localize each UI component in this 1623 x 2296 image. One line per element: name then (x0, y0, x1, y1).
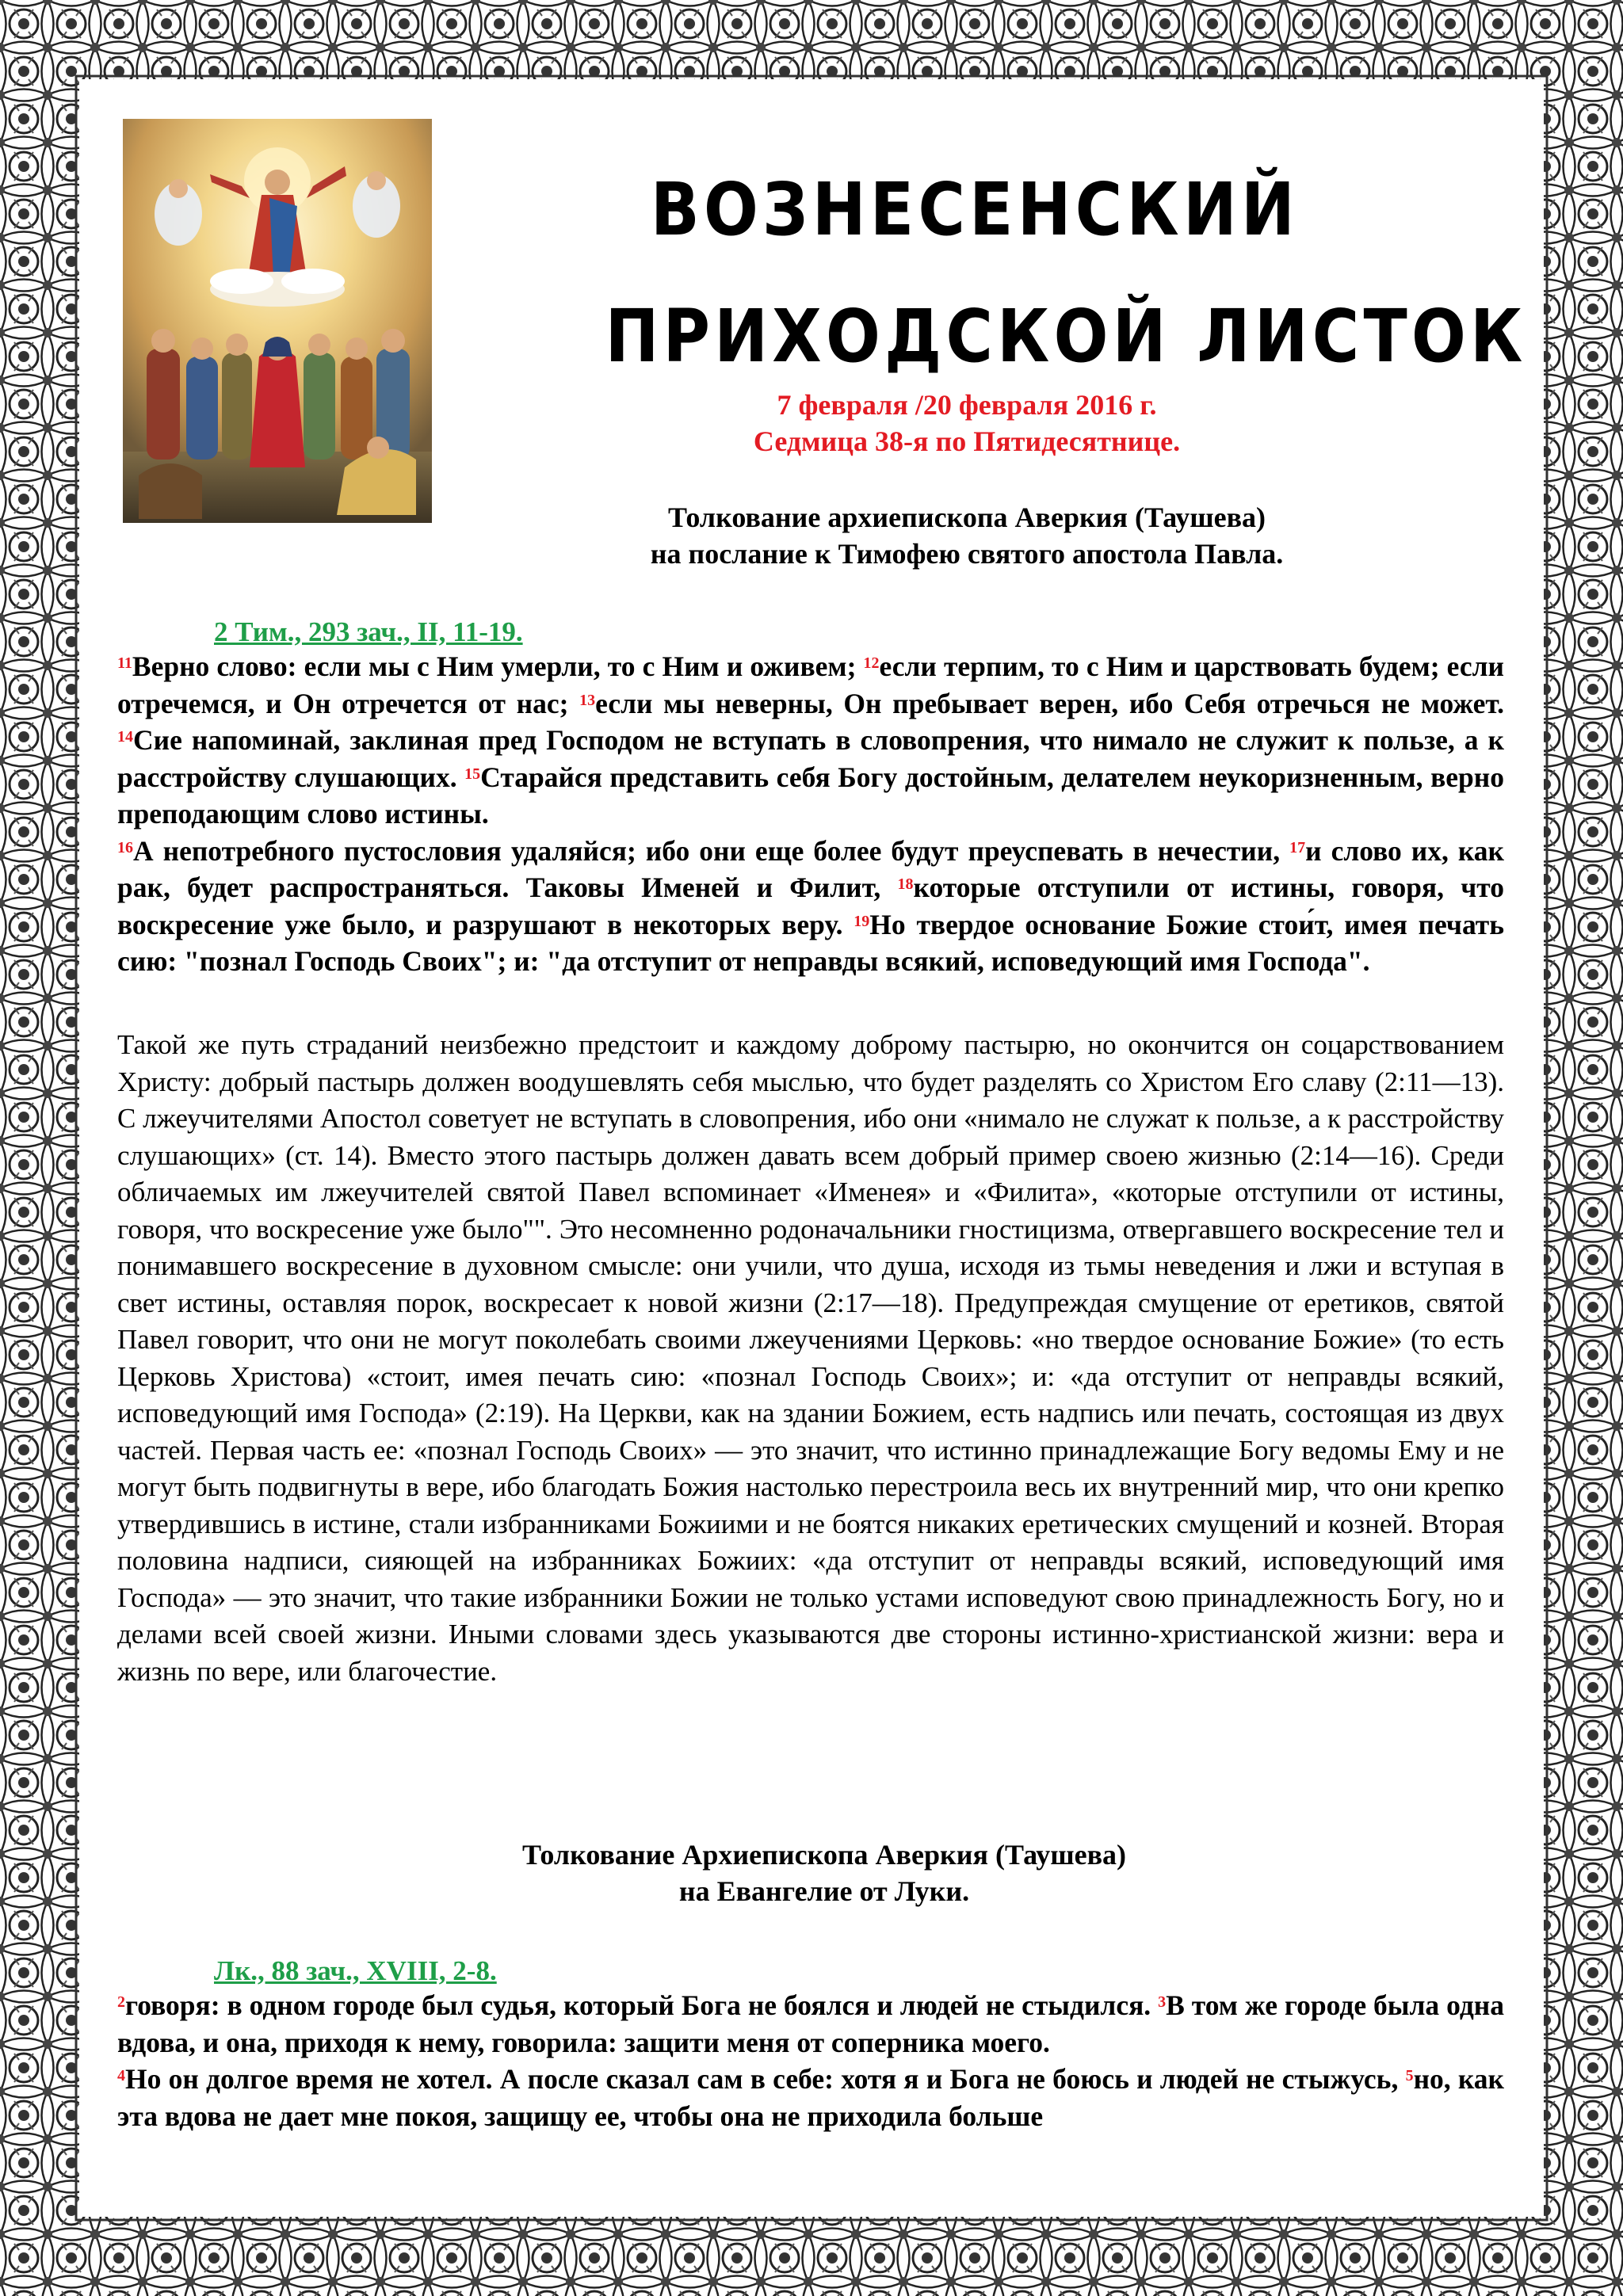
verse-number: 11 (117, 654, 132, 672)
verse-number: 15 (464, 765, 481, 783)
verse-text: А непотребного пустословия удаляйся; ибо они еще более будут преуспевать в нечестии, (133, 834, 1290, 867)
verse-text: которые отступили от истины, говоря, что воскресение уже было, и разрушают в некоторых веру. (117, 871, 1504, 940)
verse-text: Но твердое основание Божие стои́т, имея печать сию: "познал Господь Своих"; и: "да отступит от неправды всякий, исповедующий имя Господа". (117, 908, 1504, 977)
verse-number: 5 (1405, 2067, 1414, 2084)
verse-number: 16 (117, 838, 133, 856)
section1-reference-link[interactable]: 2 Тим., 293 зач., II, 11-19. (214, 616, 523, 647)
title-line-2: ПРИХОДСКОЙ ЛИСТОК (605, 294, 1527, 379)
section1-heading-line2: на послание к Тимофею святого апостола Павла. (650, 538, 1284, 570)
section1-heading (452, 499, 1482, 572)
date-line: 7 февраля /20 февраля 2016 г. (777, 389, 1157, 421)
section2-scripture (117, 1987, 1504, 2134)
section2-heading (309, 1836, 1339, 1909)
section1-heading-line1: Толкование архиепископа Аверкия (Таушева) (667, 502, 1266, 533)
verse-text: Но он долгое время не хотел. А после сказал сам в себе: хотя я и Бога не боюсь и людей не стыжусь, (125, 2063, 1406, 2095)
verse-text: Сие напоминай, заклиная пред Господом не вступать в словопрения, что нимало не служит к пользе, а к расстройству слушающих. (117, 724, 1504, 793)
week-line: Седмица 38-я по Пятидесятнице. (753, 425, 1181, 457)
verse-number: 14 (117, 728, 133, 746)
verse-text: если мы неверны, Он пребывает верен, ибо Себя отречься не может. (595, 687, 1504, 719)
verse-number: 4 (117, 2067, 125, 2084)
verse-text: Верно слово: если мы с Ним умерли, то с Ним и оживем; (132, 650, 864, 682)
verse-number: 12 (863, 654, 880, 672)
verse-text: Старайся представить себя Богу достойным, делателем неукоризненным, верно преподающим слово истины. (117, 761, 1504, 830)
verse-number: 18 (897, 875, 914, 893)
page-title (605, 147, 1527, 400)
section2-heading-line2: на Евангелие от Луки. (678, 1875, 970, 1907)
verse-number: 3 (1158, 1993, 1167, 2011)
title-line-1: ВОЗНЕСЕНСКИЙ (650, 167, 1300, 252)
verse-text: но, как эта вдова не дает мне покоя, защищу ее, чтобы она не приходила больше (117, 2063, 1505, 2132)
verse-text: говоря: в одном городе был судья, который Бога не боялся и людей не стыдился. (125, 1989, 1159, 2021)
section1-commentary: Такой же путь страданий неизбежно предстоит и каждому доброму пастырю, но окончится он соцарствованием Христу: добрый пастырь должен воодушевлять себя мыслью, что будет разделять со Христом Его славу (2:11—13). С лжеучителями Апостол советует не вступать в словопрения, ибо они «нимало не служат к пользе, а к расстройству слушающих» (ст. 14). Вместо этого пастырь должен давать всем добрый пример своею жизнью (2:14—16). Среди обличаемых им лжеучителей святой Павел вспоминает «Именея» и «Филита», «которые отступили от истины, говоря, что воскресение уже было"". Это несомненно родоначальники гностицизма, отвергавшего воскресение тел и понимавшего воскресение в духовном смысле: они учили, что душа, исходя из тьмы неведения и лжи и вступая в свет истины, оставляя порок, воскресает к новой жизни (2:17—18). Предупреждая смущение от еретиков, святой Павел говорит, что они не могут поколебать своими лжеучениями Церковь: «но твердое основание Божие» (то есть Церковь Христова) «стоит, имея печать сию: «познал Господь Своих»; и: «да отступит от неправды всякий, исповедующий имя Господа» (2:19). На Церкви, как на здании Божием, есть надпись или печать, состоящая из двух частей. Первая часть ее: «познал Господь Своих» — это значит, что истинно принадлежащие Богу ведомы Ему и не могут быть подвигнуты в вере, ибо благодать Божия настолько перестроила весь их внутренний мир, что они крепко утвердившись в истине, стали избранниками Божиими и не боятся никаких еретических смущений и козней. Вторая половина надписи, сияющей на избранниках Божиих: «да отступит от неправды всякий, исповедующий имя Господа» — это значит, что такие избранники Божии не только устами исповедуют свою принадлежность Богу, но и делами всей своей жизни. Иными словами здесь указываются две стороны истинно-христианской жизни: вера и жизнь по вере, или благочестие. (117, 1029, 1504, 1687)
date-block (507, 387, 1426, 460)
verse-number: 17 (1289, 838, 1306, 856)
verse-text: и слово их, как рак, будет распространяться. Таковы Именей и Филит, (117, 834, 1505, 903)
verse-number: 19 (854, 912, 870, 930)
section1-scripture (117, 648, 1504, 980)
section2-heading-line1: Толкование Архиепископа Аверкия (Таушева) (521, 1839, 1127, 1871)
verse-number: 13 (579, 691, 596, 709)
ascension-icon (123, 119, 432, 523)
verse-number: 2 (117, 1993, 125, 2011)
verse-text: В том же городе была одна вдова, и она, приходя к нему, говорила: защити меня от соперника моего. (117, 1989, 1504, 2058)
section2-reference-link[interactable]: Лк., 88 зач., XVIII, 2-8. (214, 1955, 497, 1986)
verse-text: если терпим, то с Ним и царствовать будем; если отречемся, и Он отречется от нас; (117, 650, 1504, 719)
